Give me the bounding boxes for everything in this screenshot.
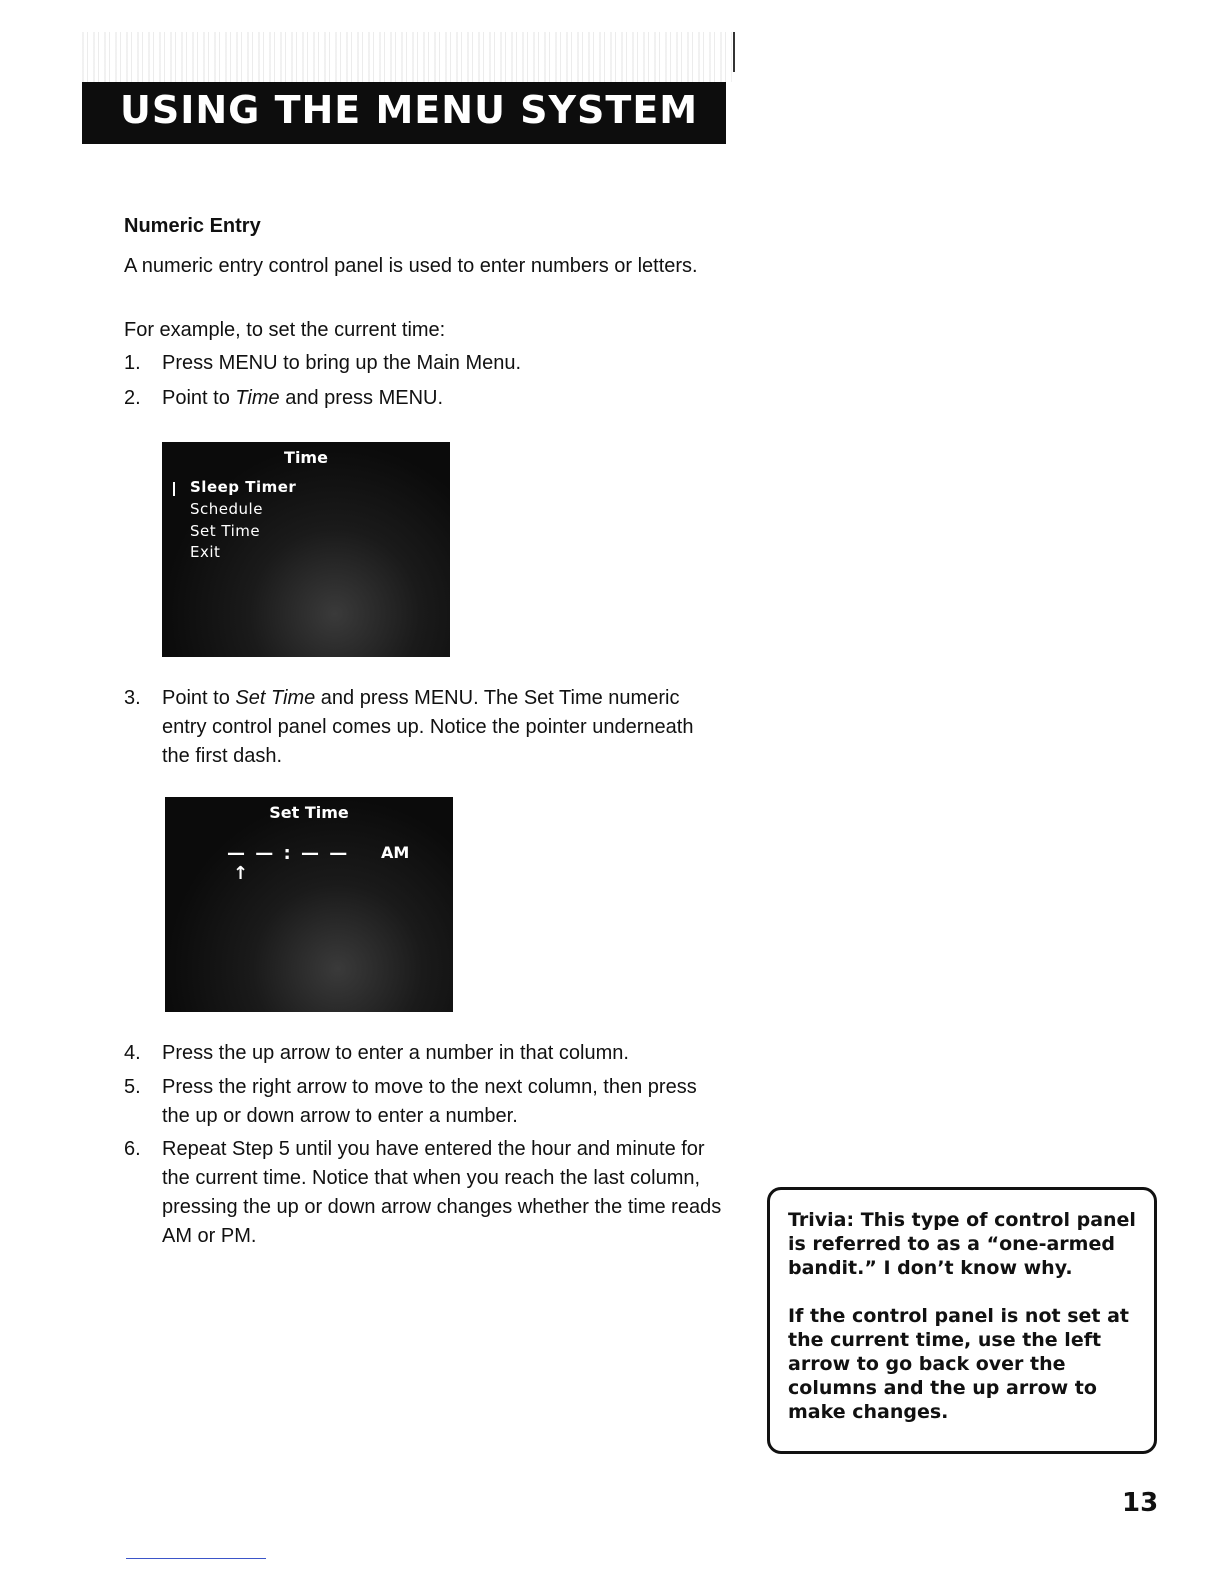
step-number: 6. xyxy=(124,1138,141,1160)
set-time-screen xyxy=(165,797,453,1012)
step-4 xyxy=(124,1039,724,1068)
time-digit-dashes: — — : — — xyxy=(227,843,350,864)
step-3 xyxy=(124,684,724,771)
step-text: Press MENU to bring up the Main Menu. xyxy=(162,352,522,374)
step-text: Repeat Step 5 until you have entered the hour and minute for the current time. Notice that when you reach the last column, pressing the up or down arrow changes whether the time reads AM or PM. xyxy=(162,1138,722,1247)
up-arrow-pointer-icon: ↑ xyxy=(233,863,249,884)
step-text: Point to Set Time and press MENU. The Set Time numeric entry control panel comes up. Notice the pointer underneath the first dash. xyxy=(162,687,694,767)
step-number: 1. xyxy=(124,352,141,374)
page-title: USING THE MENU SYSTEM xyxy=(120,88,699,132)
step-number: 3. xyxy=(124,687,141,709)
example-paragraph: For example, to set the current time: xyxy=(124,319,446,341)
menu-cursor xyxy=(173,482,175,496)
page-number: 13 xyxy=(1122,1488,1159,1518)
step-number: 2. xyxy=(124,387,141,409)
step-number: 5. xyxy=(124,1076,141,1098)
trivia-tip-paragraph: If the control panel is not set at the current time, use the left arrow to go back over the columns and the up arrow to make changes. xyxy=(788,1305,1130,1423)
footer-divider xyxy=(126,1558,266,1559)
step-1 xyxy=(124,349,724,378)
trivia-paragraph: Trivia: This type of control panel is referred to as a “one-armed bandit.” I don’t know why. xyxy=(788,1209,1136,1279)
ampm-indicator: AM xyxy=(381,843,410,862)
trivia-box xyxy=(767,1187,1157,1454)
step-number: 4. xyxy=(124,1042,141,1064)
intro-paragraph: A numeric entry control panel is used to enter numbers or letters. xyxy=(124,255,698,277)
step-text: Press the right arrow to move to the next column, then press the up or down arrow to enter a number. xyxy=(162,1076,697,1127)
menu-item-schedule: Schedule xyxy=(190,500,263,518)
header-bar xyxy=(82,82,726,144)
menu-item-exit: Exit xyxy=(190,543,221,561)
menu-item-sleep-timer: Sleep Timer xyxy=(190,478,297,496)
header-divider xyxy=(733,32,735,72)
step-text: Point to Time and press MENU. xyxy=(162,387,444,409)
step-6 xyxy=(124,1135,724,1251)
section-title: Numeric Entry xyxy=(124,215,261,237)
set-time-title: Set Time xyxy=(269,803,349,822)
time-menu-title: Time xyxy=(284,448,328,467)
step-5 xyxy=(124,1073,724,1131)
header-scan-noise xyxy=(82,32,732,82)
step-text: Press the up arrow to enter a number in that column. xyxy=(162,1042,629,1064)
time-menu-screen xyxy=(162,442,450,657)
step-2 xyxy=(124,384,724,413)
menu-item-set-time: Set Time xyxy=(190,522,261,540)
